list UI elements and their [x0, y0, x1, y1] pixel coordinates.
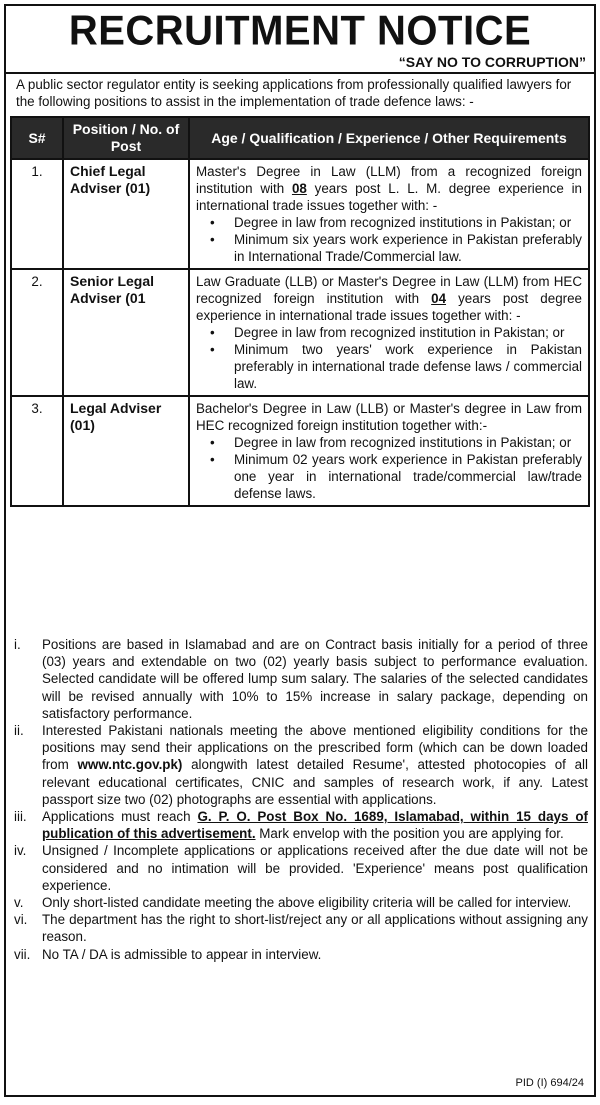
row-position: Senior Legal Adviser (01	[63, 269, 189, 396]
list-item: • Degree in law from recognized institutions in Pakistan; or	[234, 214, 582, 231]
row-position: Chief Legal Adviser (01)	[63, 159, 189, 269]
list-item	[14, 722, 588, 808]
term-number: vii.	[14, 946, 31, 962]
terms-list	[14, 636, 588, 963]
req-text: Bachelor's Degree in Law (LLB) or Master's degree in Law from HEC recognized foreign institution together with:-	[196, 401, 582, 433]
website-link[interactable]: www.ntc.gov.pk)	[77, 757, 183, 773]
list-item: • Degree in law from recognized institutions in Pakistan; or	[234, 434, 582, 451]
table-row	[11, 396, 589, 506]
table-row	[11, 269, 589, 396]
req-years: 04	[431, 291, 447, 306]
row-position: Legal Adviser (01)	[63, 396, 189, 506]
header-divider	[6, 72, 594, 74]
term-number: i.	[14, 637, 21, 652]
list-item: • Minimum two years' work experience in Pakistan preferably in international trade defense laws / commercial law.	[234, 341, 582, 392]
row-sno: 3.	[11, 396, 63, 506]
list-item: • Minimum six years work experience in Pakistan preferably in International Trade/Commercial law.	[234, 231, 582, 265]
requirement-bullets	[196, 434, 582, 502]
term-number: vi.	[14, 912, 28, 928]
list-item: • Minimum 02 years work experience in Pakistan preferably one year in international trade/commercial law/trade defense laws.	[234, 451, 582, 502]
requirement-bullets	[196, 214, 582, 265]
row-requirements	[189, 396, 589, 506]
list-item	[14, 946, 588, 963]
term-number: iii.	[14, 809, 27, 825]
req-years: 08	[291, 181, 307, 196]
term-number: iv.	[14, 843, 27, 859]
term-text: The department has the right to short-list/reject any or all applications without assigning any reason.	[42, 912, 588, 945]
term-text-part: Interested Pakistani nationals meeting the above mentioned eligibility conditions for the positions may send their applications on the prescribed form (which can be down loaded from	[42, 723, 588, 773]
term-text: Only short-listed candidate meeting the above eligibility criteria will be called for interview.	[42, 895, 572, 911]
term-text: Unsigned / Incomplete applications or applications received after the due date will not be considered and no intimation will be provided. 'Experience' means post qualification experience.	[42, 843, 588, 893]
table-header-row	[11, 117, 589, 159]
list-item	[14, 911, 588, 945]
req-text: years post degree experience in international trade issues together with: -	[196, 291, 582, 323]
req-text: years post L. L. M. degree experience in international trade issues together with: -	[196, 181, 582, 213]
table-row	[11, 159, 589, 269]
term-text	[42, 808, 588, 842]
slogan: “SAY NO TO CORRUPTION”	[398, 54, 586, 70]
list-item	[14, 808, 588, 842]
term-number: v.	[14, 895, 24, 911]
pid-number: PID (I) 694/24	[515, 1077, 584, 1089]
term-text-part: Mark envelop with the position you are applying for.	[255, 826, 564, 842]
req-text: Master's Degree in Law (LLM) from a recognized foreign institution with	[196, 164, 582, 196]
recruitment-notice	[4, 4, 596, 1097]
term-text: Positions are based in Islamabad and are on Contract basis initially for a period of three (03) years and extendable on two (02) yearly basis subject to performance evaluation. Selected candidate will be offered lump sum salary. The salaries of the selected candidates will be revised annually with 10% to 15% increase in salary package, depending on satisfactory performance.	[42, 637, 588, 721]
list-item	[14, 894, 588, 911]
list-item: • Degree in law from recognized institution in Pakistan; or	[234, 324, 582, 341]
requirement-bullets	[196, 324, 582, 392]
header-requirements: Age / Qualification / Experience / Other Requirements	[189, 117, 589, 159]
row-sno: 2.	[11, 269, 63, 396]
list-item	[14, 636, 588, 722]
row-sno: 1.	[11, 159, 63, 269]
term-number: ii.	[14, 723, 24, 739]
notice-title: RECRUITMENT NOTICE	[68, 7, 532, 55]
term-text: No TA / DA is admissible to appear in interview.	[42, 946, 322, 962]
term-text	[42, 722, 588, 808]
term-text-part: alongwith latest detailed Resume', attested photocopies of all relevant educational certificates, CNIC and samples of research work, if any. Latest passport size two (02) photographs are essential with applications.	[42, 757, 588, 807]
positions-table	[10, 116, 590, 507]
term-text-part: Applications must reach	[42, 809, 198, 825]
header-sno: S#	[11, 117, 63, 159]
header-position: Position / No. of Post	[63, 117, 189, 159]
intro-text: A public sector regulator entity is seeking applications from professionally qualified lawyers for the following positions to assist in the implementation of trade defence laws: -	[16, 77, 572, 109]
req-text: Law Graduate (LLB) or Master's Degree in Law (LLM) from HEC recognized foreign institution with	[196, 274, 582, 306]
address-emphasis: G. P. O. Post Box No. 1689, Islamabad, within 15 days of publication of this advertisement.	[42, 809, 588, 842]
row-requirements	[189, 269, 589, 396]
row-requirements	[189, 159, 589, 269]
list-item	[14, 842, 588, 894]
